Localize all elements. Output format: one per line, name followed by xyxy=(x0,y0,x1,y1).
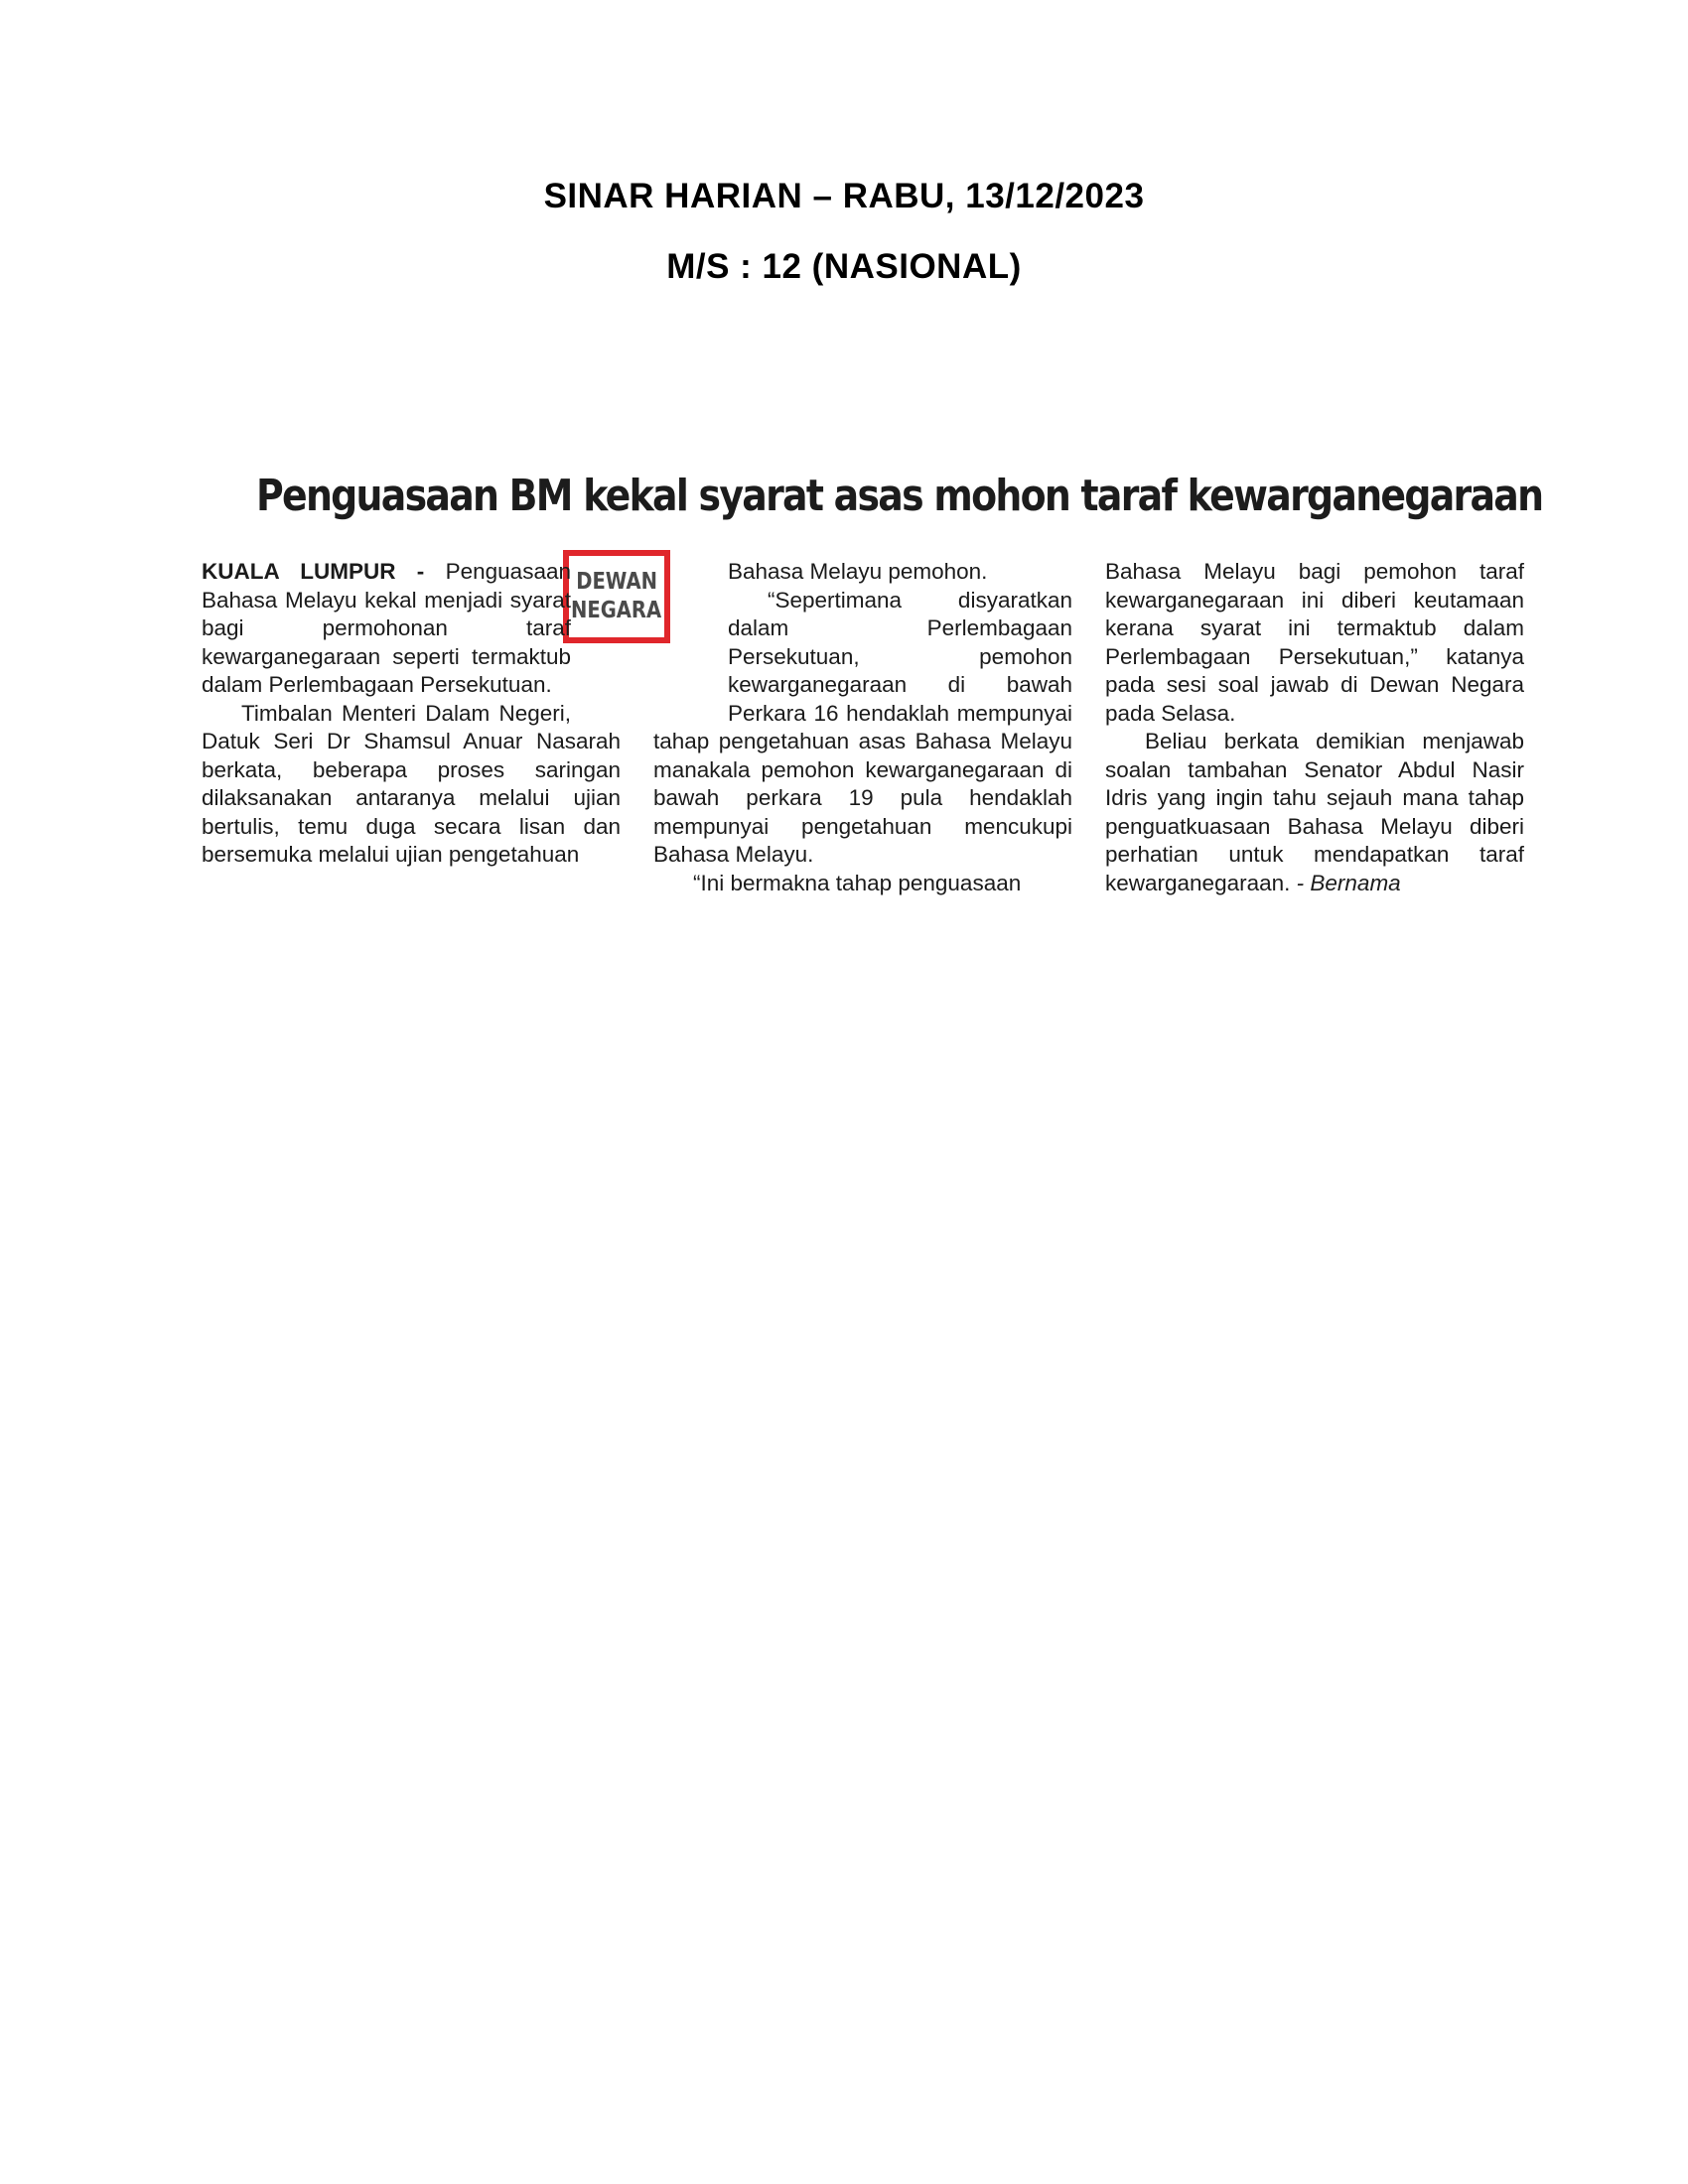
article-paragraph-5: “Ini bermakna tahap penguasaan xyxy=(693,870,1022,895)
article-paragraph-2: Timbalan Menteri Dalam Negeri, Datuk Seri Dr Shamsul Anuar Nasarah berkata, beberapa proses saringan dilaksanakan antaranya melalui ujian bertulis, temu duga secara lisan dan bersemuka melalui ujian pengetahuan xyxy=(202,700,621,867)
article-paragraph-7 xyxy=(1105,728,1524,897)
badge-line-2: NEGARA xyxy=(571,598,662,623)
page-header-section: M/S : 12 (NASIONAL) xyxy=(666,247,1022,286)
badge-wrap-space-right xyxy=(653,558,728,727)
article-column-2 xyxy=(653,558,1072,897)
article-column-1 xyxy=(202,558,621,870)
article-paragraph-3: Bahasa Melayu pemohon. xyxy=(728,559,988,584)
article-byline: - Bernama xyxy=(1296,870,1401,895)
article-paragraph-6: Bahasa Melayu bagi pemohon taraf kewarganegaraan ini diberi keutamaan kerana syarat ini termaktub dalam Perlembagaan Persekutuan,” katanya pada sesi soal jawab di Dewan Negara pada Selasa. xyxy=(1105,559,1524,726)
article-column-3 xyxy=(1105,558,1524,897)
badge-wrap-space-left xyxy=(571,558,621,727)
article-headline: Penguasaan BM kekal syarat asas mohon taraf kewarganegaraan xyxy=(256,471,1543,521)
article-paragraph-1-text: Penguasaan Bahasa Melayu kekal menjadi syarat bagi permohonan taraf kewarganegaraan seperti termaktub dalam Perlembagaan Persekutuan. xyxy=(202,559,571,697)
article-paragraph-4: “Sepertimana disyaratkan dalam Perlembagaan Persekutuan, pemohon kewarganegaraan di bawah Perkara 16 hendaklah mempunyai tahap pengetahuan asas Bahasa Melayu manakala pemohon kewarganegaraan di bawah perkara 19 pula hendaklah mempunyai pengetahuan mencukupi Bahasa Melayu. xyxy=(653,587,1072,867)
article-paragraph-1 xyxy=(202,558,621,700)
badge-line-1: DEWAN xyxy=(576,569,657,595)
article-dateline: KUALA LUMPUR - xyxy=(202,559,425,584)
news-clipping xyxy=(194,459,1544,915)
article-paragraph-7-text: Beliau berkata demikian menjawab soalan tambahan Senator Abdul Nasir Idris yang ingin tahu sejauh mana tahap penguatkuasaan Bahasa Melayu diberi perhatian untuk mendapatkan taraf kewarganegaraan. xyxy=(1105,729,1524,895)
page-header-publication: SINAR HARIAN – RABU, 13/12/2023 xyxy=(543,177,1145,215)
